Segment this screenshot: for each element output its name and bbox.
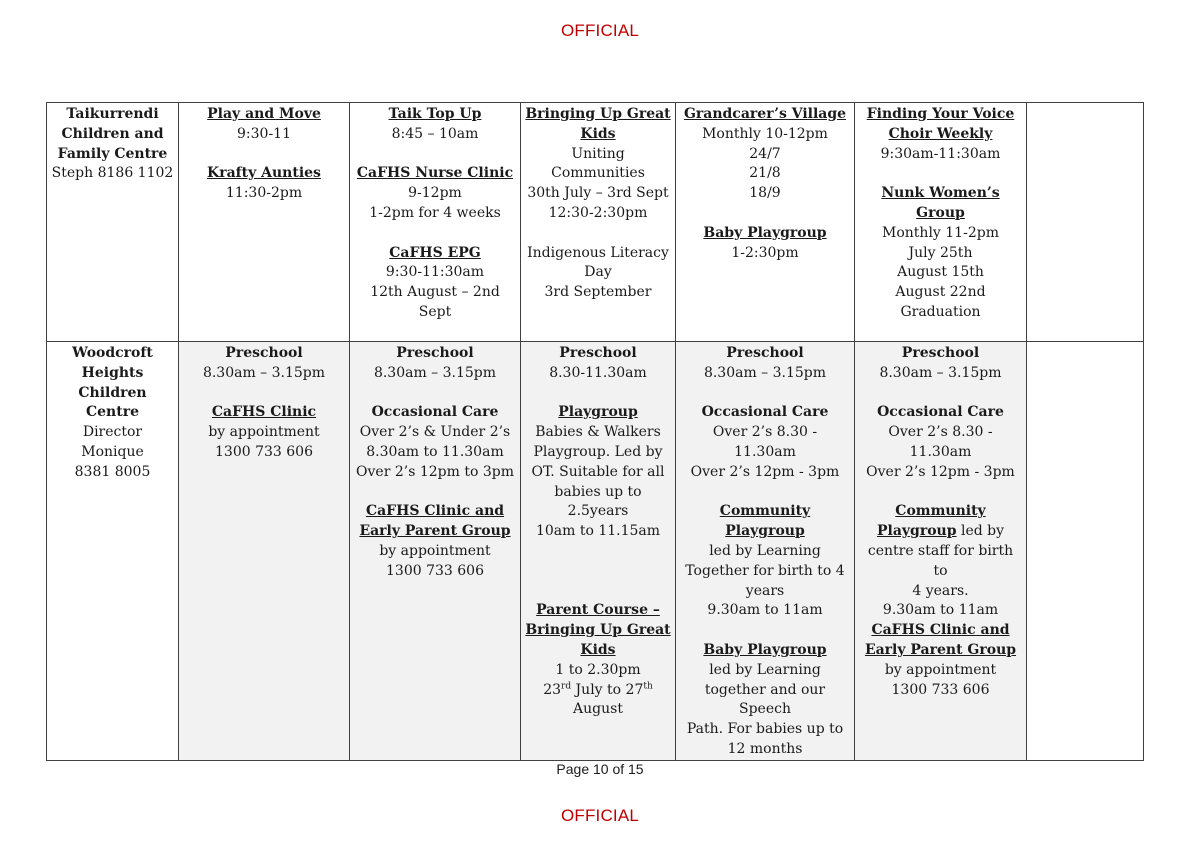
program-cell: [521, 342, 676, 761]
program-title: CaFHS Nurse Clinic: [356, 165, 514, 182]
program-detail: August 15th: [897, 264, 984, 281]
program-detail: OT. Suitable for all: [531, 463, 665, 480]
program-detail: led by Learning: [709, 661, 821, 678]
program-detail: Indigenous Literacy: [527, 244, 669, 261]
program-detail: centre staff for birth to: [867, 542, 1014, 579]
program-title: Occasional Care: [371, 404, 499, 421]
program-time: 8.30am – 3.15pm: [373, 364, 497, 381]
program-detail: Over 2’s 12pm - 3pm: [866, 463, 1015, 480]
program-time: 8.30am – 3.15pm: [703, 364, 827, 381]
program-time: 9:30-11: [237, 125, 291, 142]
program-cell: [179, 103, 350, 342]
program-dates: 12th August – 2nd Sept: [370, 284, 500, 320]
program-detail: 10am to 11.15am: [535, 523, 661, 540]
program-detail: August 22nd: [895, 284, 986, 301]
program-detail: July 25th: [908, 244, 973, 261]
program-detail: 1300 733 606: [891, 681, 990, 698]
program-time: 1 to 2.30pm: [555, 661, 641, 678]
program-title: Playgroup: [876, 523, 957, 540]
program-title: Occasional Care: [701, 404, 829, 421]
program-title: Grandcarer’s Village: [683, 106, 847, 122]
program-title: Community: [895, 503, 986, 520]
program-detail: 11.30am: [909, 443, 972, 460]
centre-contact: Monique: [81, 443, 144, 460]
program-detail: 1300 733 606: [215, 443, 313, 460]
program-title: Kids: [580, 125, 616, 142]
program-detail: Over 2’s 12pm - 3pm: [690, 463, 840, 480]
program-detail: 9.30am to 11am: [882, 602, 999, 619]
program-detail: 9.30am to 11am: [707, 602, 823, 619]
program-time: 8.30am – 3.15pm: [879, 364, 1002, 381]
program-detail: 18/9: [749, 185, 781, 202]
program-time: 8.30am – 3.15pm: [202, 364, 326, 381]
program-cell: [521, 103, 676, 342]
program-detail: Day: [584, 264, 612, 281]
program-time: 8.30-11.30am: [549, 364, 647, 381]
program-title: Preschool: [901, 345, 980, 361]
centre-contact: Steph 8186 1102: [51, 165, 174, 182]
centre-name: Woodcroft: [72, 345, 153, 361]
program-title: Preschool: [726, 345, 804, 361]
program-title: CaFHS Clinic: [211, 404, 317, 421]
program-title: Preschool: [559, 345, 637, 361]
program-title: Baby Playgroup: [703, 224, 827, 241]
program-detail: Over 2’s 12pm to 3pm: [356, 463, 514, 480]
centre-name: Heights: [81, 364, 144, 381]
program-detail: 8.30am to 11.30am: [366, 443, 504, 460]
program-detail: by appointment: [884, 661, 997, 678]
program-detail: Uniting: [571, 145, 625, 162]
program-cell: [350, 103, 521, 342]
program-time: 11:30-2pm: [225, 185, 303, 202]
centre-name: Children Centre: [78, 384, 147, 421]
program-title: Playgroup: [558, 404, 638, 421]
centre-contact: 8381 8005: [74, 463, 151, 480]
program-detail: 2.5years: [567, 503, 629, 520]
program-detail: Babies & Walkers: [535, 424, 661, 441]
program-title: Occasional Care: [877, 404, 1004, 421]
program-cell: [179, 342, 350, 761]
program-detail: 3rd September: [544, 284, 652, 301]
table-row: [47, 342, 1144, 761]
program-title-line: [859, 522, 1022, 542]
program-detail: Communities: [551, 165, 645, 182]
program-title: CaFHS EPG: [389, 244, 481, 261]
program-title: Play and Move: [207, 106, 321, 122]
program-time: 1-2:30pm: [731, 244, 799, 261]
program-detail: 12 months: [727, 740, 803, 757]
program-detail: 4 years.: [912, 582, 969, 599]
header-classification: OFFICIAL: [560, 21, 640, 40]
program-title: Preschool: [225, 345, 303, 361]
program-title: Krafty Aunties: [207, 165, 321, 182]
program-detail: Monthly 10-12pm: [702, 125, 828, 142]
program-title: CaFHS Clinic and: [871, 622, 1010, 639]
page-number: Page 10 of 15: [556, 761, 644, 777]
program-title: Nunk Women’s: [881, 185, 1000, 202]
centre-name: Children and: [61, 125, 164, 142]
program-title: Early Parent Group: [359, 523, 511, 540]
program-title: Parent Course –: [536, 602, 660, 619]
program-detail: babies up to: [554, 483, 642, 500]
schedule-table: [46, 102, 1144, 761]
program-title: Bringing Up Great: [525, 622, 671, 639]
program-detail: led by Learning: [709, 542, 821, 559]
program-detail: Together for birth to 4: [685, 562, 845, 579]
date-suffix: rd: [561, 680, 572, 691]
centre-name: Taikurrendi: [66, 106, 159, 122]
program-title: Preschool: [396, 345, 474, 361]
program-title: Bringing Up Great: [525, 106, 671, 122]
date-suffix: th: [643, 680, 653, 691]
program-cell: [855, 103, 1027, 342]
program-detail: Over 2’s 8.30 - 11.30am: [712, 424, 818, 460]
program-title: Finding Your Voice: [866, 106, 1015, 122]
program-cell: [855, 342, 1027, 761]
program-detail: Graduation: [900, 303, 981, 320]
footer-classification: OFFICIAL: [560, 806, 640, 825]
empty-cell: [1027, 103, 1144, 342]
program-detail: together and our Speech: [704, 681, 826, 718]
program-time: 8:45 – 10am: [391, 125, 479, 142]
program-detail: Over 2’s 8.30 -: [888, 424, 993, 441]
program-title: Kids: [580, 641, 616, 658]
centre-name: Family Centre: [57, 145, 168, 162]
program-detail: Over 2’s & Under 2’s: [359, 424, 511, 441]
program-cell: [350, 342, 521, 761]
program-title: Taik Top Up: [388, 106, 482, 122]
program-time: 9:30am-11:30am: [880, 145, 1001, 162]
program-detail: by appointment: [208, 424, 320, 441]
program-title: Group: [916, 204, 965, 221]
centre-cell-woodcroft: [47, 342, 179, 761]
program-time: 9:30-11:30am: [385, 264, 485, 281]
program-cell: [676, 342, 855, 761]
program-detail: 30th July – 3rd Sept: [527, 185, 669, 202]
program-dates: [525, 681, 671, 701]
empty-cell: [1027, 342, 1144, 761]
program-title: Choir Weekly: [888, 125, 993, 142]
program-detail: 1300 733 606: [386, 562, 484, 579]
program-detail: Playgroup. Led by: [533, 443, 663, 460]
program-title: Community Playgroup: [719, 503, 811, 540]
program-detail: 12:30-2:30pm: [548, 204, 648, 221]
centre-cell-taikurrendi: [47, 103, 179, 342]
date-range: July to 27: [571, 681, 644, 698]
program-detail: Monthly 11-2pm: [882, 224, 999, 241]
centre-contact: Director: [82, 424, 143, 441]
program-detail: 21/8: [749, 165, 781, 182]
program-detail: 24/7: [749, 145, 781, 162]
table-row: [47, 103, 1144, 342]
program-title: Baby Playgroup: [703, 641, 827, 658]
program-note: 1-2pm for 4 weeks: [369, 204, 501, 221]
date-day: 23: [543, 681, 562, 698]
program-time: 9-12pm: [408, 185, 462, 202]
program-cell: [676, 103, 855, 342]
program-detail: led by: [956, 523, 1005, 540]
program-detail: by appointment: [379, 542, 491, 559]
program-detail: years: [745, 582, 785, 599]
program-dates: August: [573, 701, 623, 718]
program-detail: Path. For babies up to: [686, 721, 844, 738]
program-title: Early Parent Group: [864, 641, 1017, 658]
program-title: CaFHS Clinic and: [365, 503, 505, 520]
